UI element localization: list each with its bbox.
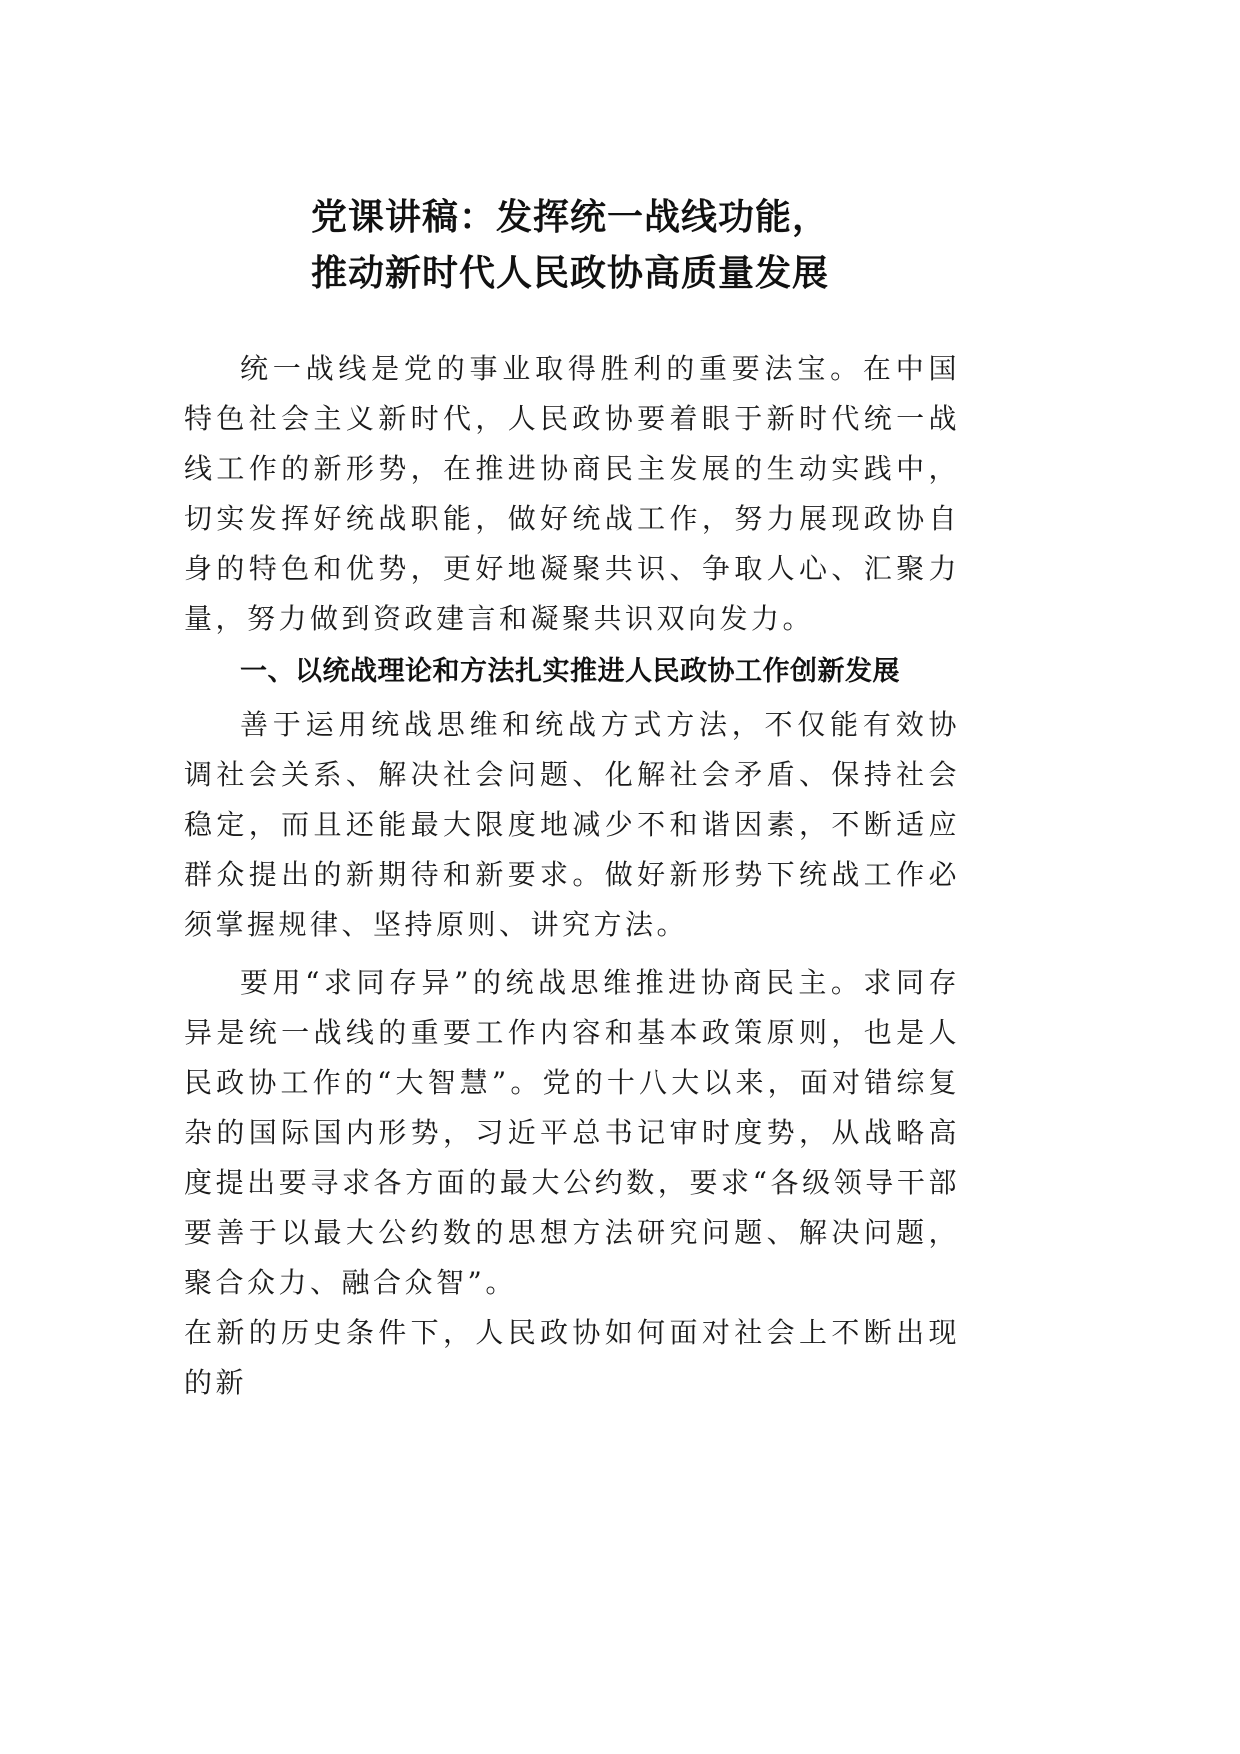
document-body <box>184 344 960 1408</box>
section-heading-1: 一、以统战理论和方法扎实推进人民政协工作创新发展 <box>240 656 900 687</box>
paragraph-3: 要用“求同存异”的统战思维推进协商民主。求同存异是统一战线的重要工作内容和基本政策原则，也是人民政协工作的“大智慧”。党的十八大以来，面对错综复杂的国际国内形势，习近平总书记审时度势，从战略高度提出要寻求各方面的最大公约数，要求“各级领导干部要善于以最大公约数的思想方法研究问题、解决问题，聚合众力、融合众智”。 <box>184 966 960 1299</box>
paragraph-gap <box>184 950 960 958</box>
title-line-2: 推动新时代人民政协高质量发展 <box>310 253 829 294</box>
document-title <box>180 190 960 302</box>
title-line-1: 党课讲稿：发挥统一战线功能， <box>310 197 829 238</box>
paragraph-2: 善于运用统战思维和统战方式方法，不仅能有效协调社会关系、解决社会问题、化解社会矛盾、保持社会稳定，而且还能最大限度地减少不和谐因素，不断适应群众提出的新期待和新要求。做好新形势下统战工作必须掌握规律、坚持原则、讲究方法。 <box>184 708 960 941</box>
paragraph-intro: 统一战线是党的事业取得胜利的重要法宝。在中国特色社会主义新时代，人民政协要着眼于新时代统一战线工作的新形势，在推进协商民主发展的生动实践中，切实发挥好统战职能，做好统战工作，努力展现政协自身的特色和优势，更好地凝聚共识、争取人心、汇聚力量，努力做到资政建言和凝聚共识双向发力。 <box>184 352 960 635</box>
paragraph-4: 在新的历史条件下，人民政协如何面对社会上不断出现的新 <box>184 1316 960 1399</box>
